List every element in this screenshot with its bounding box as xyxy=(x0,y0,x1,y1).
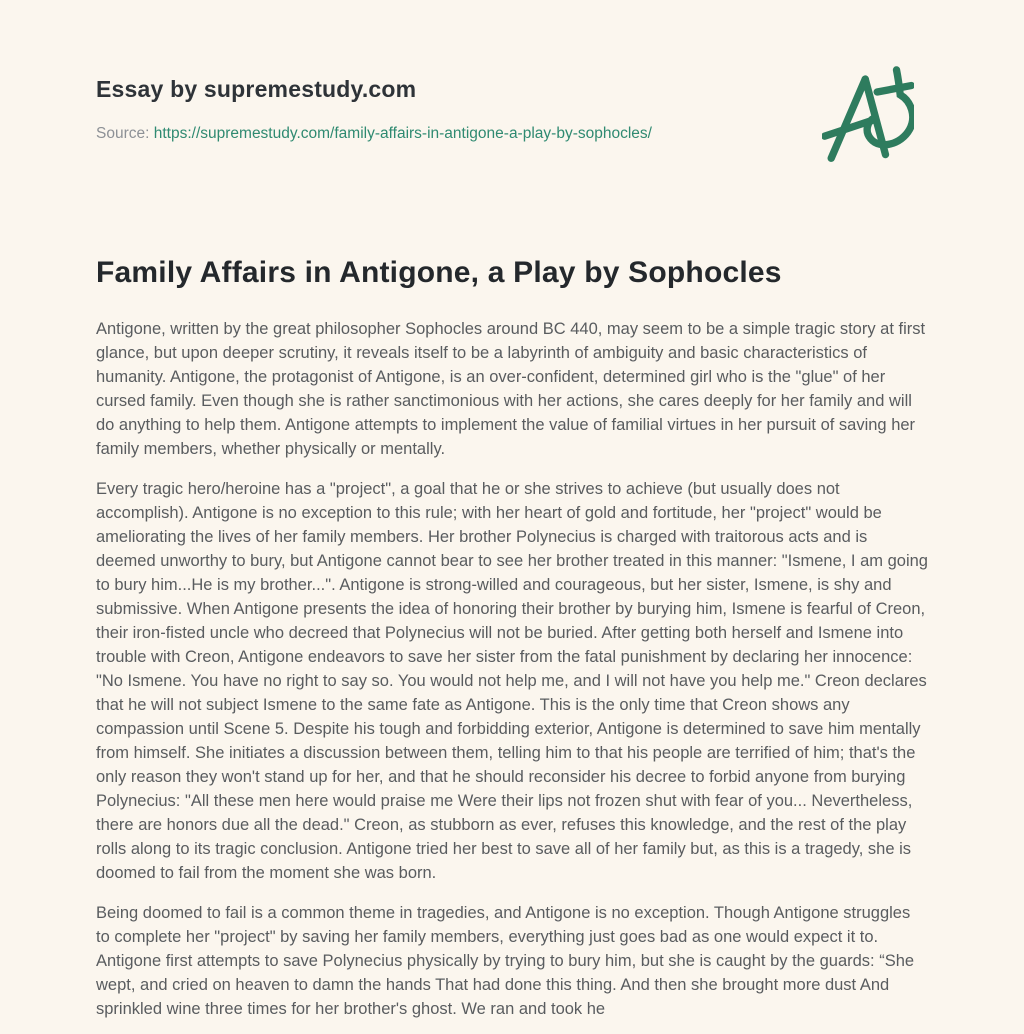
essay-title: Family Affairs in Antigone, a Play by Sophocles xyxy=(96,256,782,289)
essay-by-heading: Essay by supremestudy.com xyxy=(96,76,417,102)
source-line xyxy=(96,125,928,143)
essay-paragraph-1: Antigone, written by the great philosopher Sophocles around BC 440, may seem to be a simple tragic story at first glance, but upon deeper scrutiny, it reveals itself to be a labyrinth of ambiguity and basic characteristics of humanity. Antigone, the protagonist of Antigone, is an over-confident, determined girl who is the "glue" of her cursed family. Even though she is rather sanctimonious with her actions, she cares deeply for her family and will do anything to help them. Antigone attempts to implement the value of familial virtues in her pursuit of saving her family members, whether physically or mentally. xyxy=(96,320,926,458)
essay-content xyxy=(96,255,928,1021)
essay-body xyxy=(96,317,928,1021)
essay-paragraph-2: Every tragic hero/heroine has a "project", a goal that he or she strives to achieve (but usually does not accomplish). Antigone is no exception to this rule; with her heart of gold and fortitude, her "project" would be ameliorating the lives of her family members. Her brother Polynecius is charged with traitorous acts and is deemed unworthy to bury, but Antigone cannot bear to see her brother treated in this manner: "Ismene, I am going to bury him...He is my brother...". Antigone is strong-willed and courageous, but her sister, Ismene, is shy and submissive. When Antigone presents the idea of honoring their brother by burying him, Ismene is fearful of Creon, their iron-fisted uncle who decreed that Polynecius will not be buried. After getting both herself and Ismene into trouble with Creon, Antigone endeavors to save her sister from the fatal punishment by declaring her innocence: "No Ismene. You have no right to say so. You would not help me, and I will not have you help me." Creon declares that he will not subject Ismene to the same fate as Antigone. This is the only time that Creon shows any compassion until Scene 5. Despite his tough and forbidding exterior, Antigone is determined to save him mentally from himself. She initiates a discussion between them, telling him to that his people are terrified of him; that's the only reason they won't stand up for her, and that he should reconsider his decree to forbid anyone from burying Polynecius: "All these men here would praise me Were their lips not frozen shut with fear of you... Nevertheless, there are honors due all the dead." Creon, as stubborn as ever, refuses this knowledge, and the rest of the play rolls along to its tragic conclusion. Antigone tried her best to save all of her family but, as this is a tragedy, she is doomed to fail from the moment she was born. xyxy=(96,480,928,882)
source-label: Source: xyxy=(96,125,154,142)
document-header xyxy=(96,76,928,143)
a-plus-logo-icon xyxy=(822,64,914,166)
source-link[interactable]: https://supremestudy.com/family-affairs-in-antigone-a-play-by-sophocles/ xyxy=(153,125,652,142)
essay-paragraph-3: Being doomed to fail is a common theme in tragedies, and Antigone is no exception. Though Antigone struggles to complete her "project" by saving her family members, everything just goes bad as one would expect it to. Antigone first attempts to save Polynecius physically by trying to bury him, but she is caught by the guards: “She wept, and cried on heaven to damn the hands That had done this thing. And then she brought more dust And sprinkled wine three times for her brother's ghost. We ran and took he xyxy=(96,904,915,1018)
